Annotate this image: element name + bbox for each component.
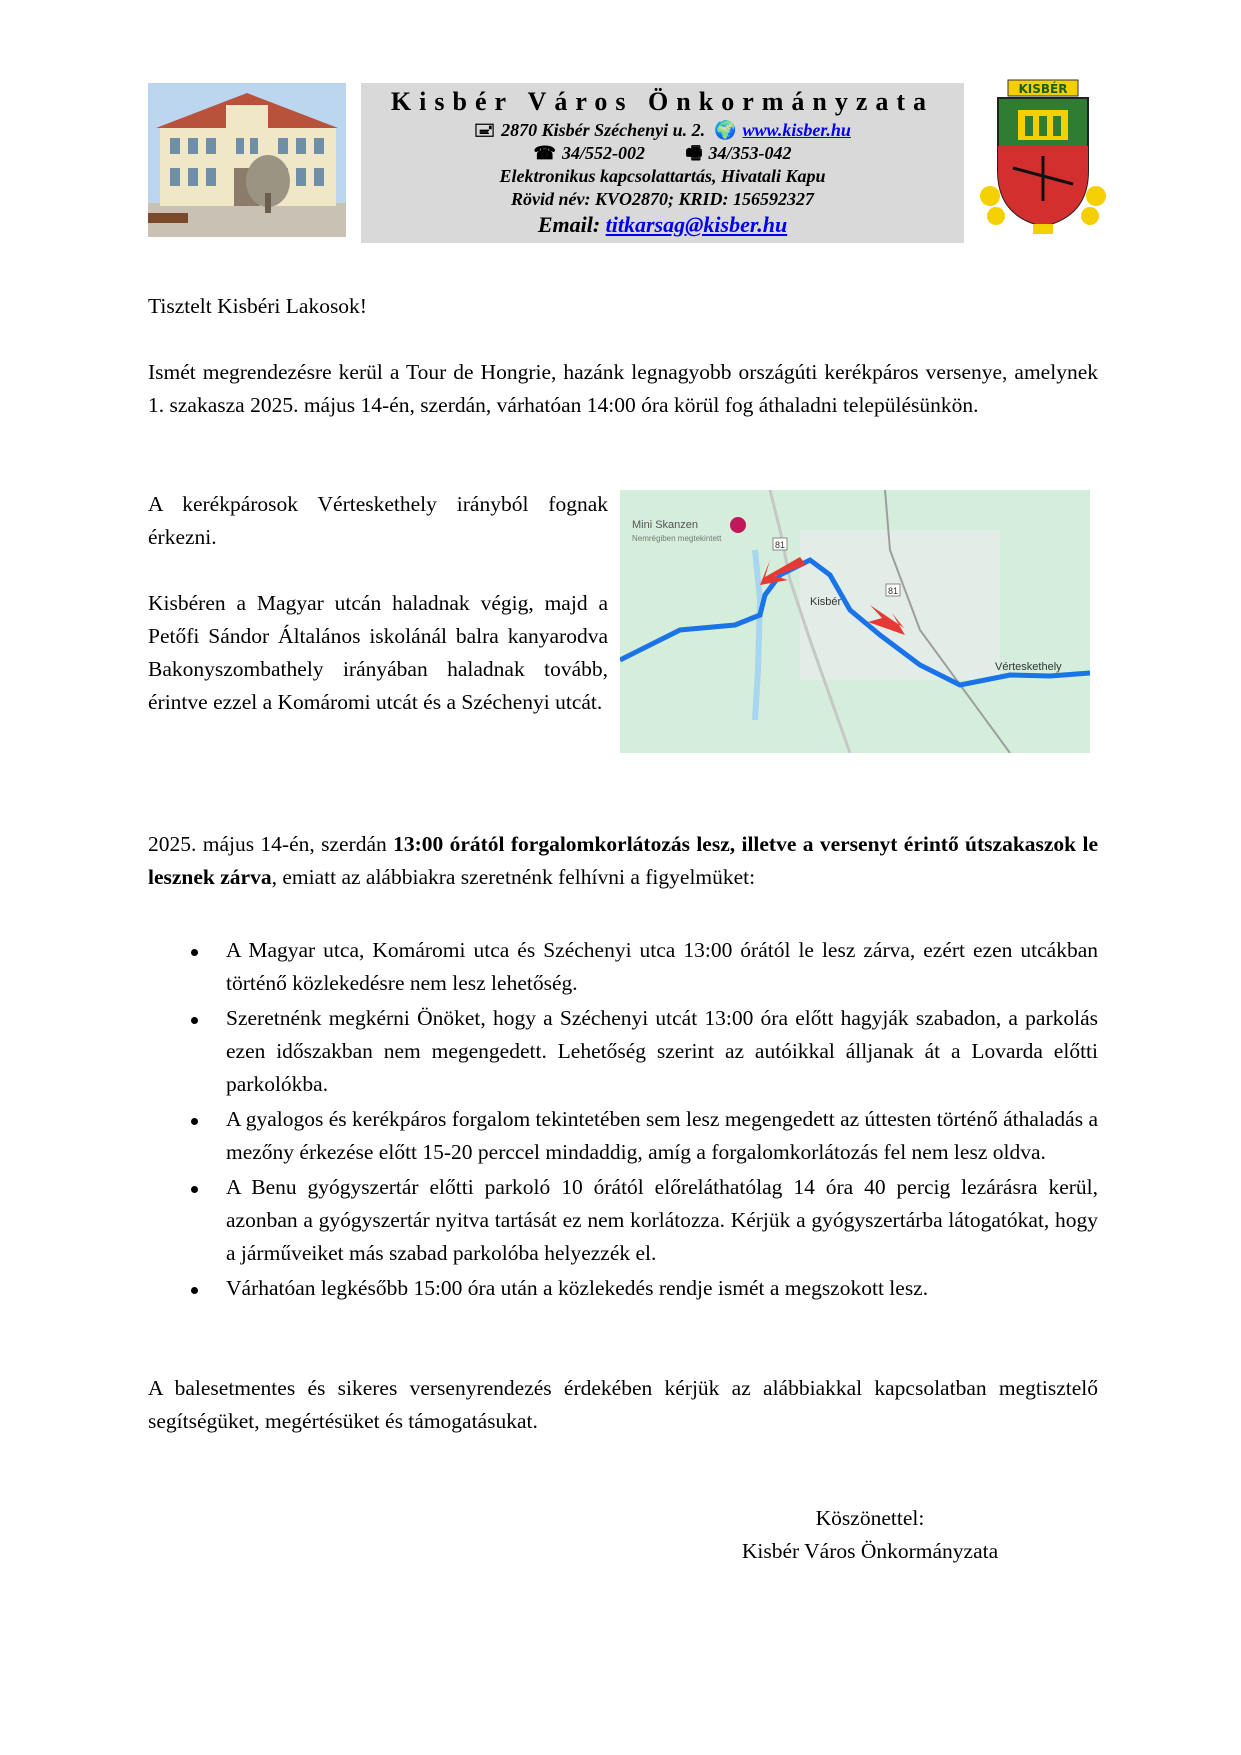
bullet-icon: [191, 1287, 198, 1294]
list-item-text: A gyalogos és kerékpáros forgalom tekintetében sem lesz megengedett az úttesten történő áthaladás a mezőny érkezése előtt 15-20 perccel mindaddig, amíg a forgalomkorlátozás fel nem lesz oldva.: [226, 1107, 1098, 1164]
list-item: [148, 1103, 1098, 1169]
email-link[interactable]: titkarsag@kisber.hu: [605, 212, 788, 237]
email-line: [361, 211, 964, 239]
short-name: Rövid név: KVO2870; KRID: 156592327: [511, 189, 814, 209]
thanks-line: Köszönettel:: [815, 1506, 925, 1530]
crest-banner-text: KISBÉR: [1018, 82, 1068, 96]
fax-icon: 🖷: [685, 143, 703, 163]
list-item: [148, 934, 1098, 1000]
bullet-icon: [191, 949, 198, 956]
signature-block: [700, 1502, 1040, 1568]
map-road-81b-label: 81: [887, 586, 899, 596]
address-line: [361, 119, 964, 142]
list-item-text: A Magyar utca, Komáromi utca és Széchenyi utca 13:00 órától le lesz zárva, ezért ezen utcákban történő közlekedésre nem lesz lehetőség.: [226, 938, 1098, 995]
notice-paragraph: [148, 828, 1098, 894]
route-map: [620, 490, 1090, 753]
map-village-label: Vérteskethely: [995, 661, 1062, 673]
notice-start: 2025. május 14-én, szerdán: [148, 832, 394, 856]
arrival-paragraph: A kerékpárosok Vérteskethely irányból fognak érkezni.: [148, 492, 608, 549]
envelope-icon: 🖃: [474, 120, 496, 140]
list-item: [148, 1171, 1098, 1270]
fax: 34/353-042: [708, 143, 792, 163]
closing-paragraph: A balesetmentes és sikeres versenyrendezés érdekében kérjük az alábbiakkal kapcsolatban megtisztelő segítségüket, megértésüket és támogatásukat.: [148, 1376, 1098, 1433]
website-link[interactable]: www.kisber.hu: [742, 120, 851, 140]
map-town-label: Kisbér: [810, 596, 842, 608]
address: 2870 Kisbér Széchenyi u. 2.: [501, 120, 706, 140]
org-title: Kisbér Város Önkormányzata: [390, 87, 935, 116]
notice-end: , emiatt az alábbiakra szeretnénk felhívni a figyelmüket:: [271, 865, 756, 889]
header-contact-box: [361, 83, 964, 243]
list-item: [148, 1272, 1098, 1305]
route-paragraph: Kisbéren a Magyar utcán haladnak végig, majd a Petőfi Sándor Általános iskolánál balra kanyarodva Bakonyszombathely irányában haladnak tovább, érintve ezzel a Komáromi utcát és a Széchenyi utcát.: [148, 591, 608, 714]
town-hall-photo: [148, 83, 346, 237]
notice-bold: 13:00 órától forgalomkorlátozás lesz, illetve a versenyt érintő útszakaszok le lesznek zárva: [148, 832, 1099, 889]
list-item-text: Szeretnénk megkérni Önöket, hogy a Széchenyi utcát 13:00 óra előtt hagyják szabadon, a parkolás ezen időszakban nem megengedett. Lehetőség szerint az autóikkal álljanak át a Lovarda előtti parkolókba.: [226, 1006, 1098, 1096]
signature-line: Kisbér Város Önkormányzata: [741, 1539, 999, 1563]
route-description: [148, 488, 608, 752]
bullet-icon: [191, 1186, 198, 1193]
map-museum-sub-label: Nemrégiben megtekintett: [632, 534, 722, 543]
email-label: Email:: [537, 212, 601, 237]
bullet-icon: [191, 1118, 198, 1125]
phone: 34/552-002: [561, 143, 645, 163]
list-item-text: Várhatóan legkésőbb 15:00 óra után a közlekedés rendje ismét a megszokott lesz.: [226, 1276, 929, 1300]
phone-line: [361, 142, 964, 165]
greeting: Tisztelt Kisbéri Lakosok!: [148, 294, 367, 318]
intro-paragraph: Ismét megrendezésre kerül a Tour de Hongrie, hazánk legnagyobb országúti kerékpáros versenye, amelynek 1. szakasza 2025. május 14-én, szerdán, várhatóan 14:00 óra körül fog áthaladni településünkön.: [148, 360, 1098, 417]
coat-of-arms: [978, 76, 1108, 238]
map-road-81-label: 81: [774, 540, 786, 550]
bullet-icon: [191, 1017, 198, 1024]
map-museum-label: Mini Skanzen: [632, 519, 699, 531]
list-item: [148, 1002, 1098, 1101]
electronic-contact: Elektronikus kapcsolattartás, Hivatali Kapu: [499, 166, 826, 186]
list-item-text: A Benu gyógyszertár előtti parkoló 10 órától előreláthatólag 14 óra 40 percig lezárásra kerül, azonban a gyógyszertár nyitva tartását ez nem korlátozza. Kérjük a gyógyszertárba látogatókat, hogy a járműveiket más szabad parkolóba helyezzék el.: [226, 1175, 1098, 1265]
phone-icon: ☎: [533, 143, 556, 163]
restrictions-list: [148, 934, 1098, 1307]
globe-icon: 🌍: [714, 120, 737, 140]
